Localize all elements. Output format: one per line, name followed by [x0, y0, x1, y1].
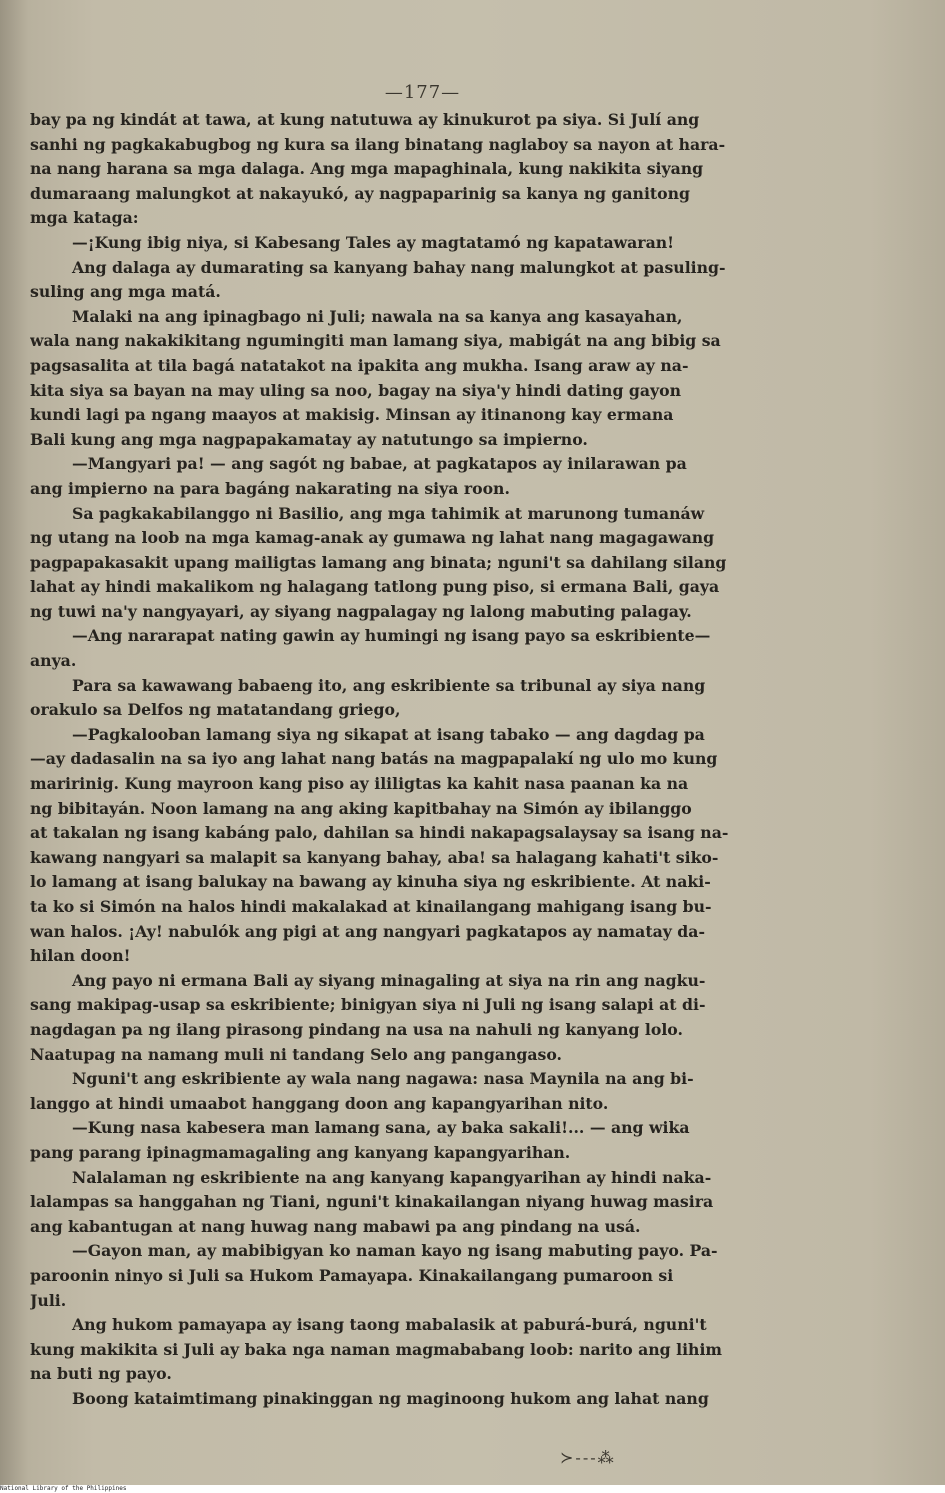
- text-line: kung makikita si Juli ay baka nga naman magmababang loob: narito ang lihim: [30, 1339, 722, 1359]
- text-line: sang makipag-usap sa eskribiente; binigyan siya ni Juli ng isang salapi at di-: [30, 995, 706, 1015]
- text-line: lahat ay hindi makalikom ng halagang tatlong pung piso, si ermana Bali, gaya: [30, 577, 720, 597]
- text-line: na nang harana sa mga dalaga. Ang mga mapaghinala, kung nakikita siyang: [30, 159, 704, 179]
- footer-ornament: ≻---⁂: [560, 1448, 616, 1467]
- text-line: mga kataga:: [30, 208, 139, 228]
- text-line: hilan doon!: [30, 946, 131, 966]
- text-line: Naatupag na namang muli ni tandang Selo ang pangangaso.: [30, 1044, 562, 1064]
- text-line: pagpapakasakit upang mailigtas lamang ang binata; nguni't sa dahilang silang: [30, 552, 727, 572]
- text-line: lo lamang at isang balukay na bawang ay kinuha siya ng eskribiente. At naki-: [30, 872, 711, 892]
- text-line: na buti ng payo.: [30, 1364, 172, 1384]
- text-line: Bali kung ang mga nagpapakamatay ay natutungo sa impierno.: [30, 429, 588, 449]
- text-line: Para sa kawawang babaeng ito, ang eskribiente sa tribunal ay siya nang: [72, 675, 706, 695]
- text-line: pang parang ipinagmamagaling ang kanyang kapangyarihan.: [30, 1142, 571, 1162]
- text-line: nagdagan pa ng ilang pirasong pindang na usa na nahuli ng kanyang lolo.: [30, 1019, 683, 1039]
- text-line: suling ang mga matá.: [30, 282, 221, 302]
- text-line: bay pa ng kindát at tawa, at kung natutuwa ay kinukurot pa siya. Si Julí ang: [30, 110, 700, 129]
- text-line: ng utang na loob na mga kamag-anak ay gumawa ng lahat nang magagawang: [30, 528, 715, 548]
- body-text: [30, 108, 785, 1411]
- text-line: kita siya sa bayan na may uling sa noo, bagay na siya'y hindi dating gayon: [30, 380, 682, 400]
- page-number: —177—: [384, 82, 461, 103]
- text-line: maririnig. Kung mayroon kang piso ay ililigtas ka kahit nasa paanan ka na: [30, 774, 689, 794]
- text-line: anya.: [30, 651, 77, 671]
- text-line: —Pagkalooban lamang siya ng sikapat at isang tabako — ang dagdag pa: [72, 724, 705, 744]
- text-line: ng tuwi na'y nangyayari, ay siyang nagpalagay ng lalong mabuting palagay.: [30, 601, 692, 621]
- text-line: ang kabantugan at nang huwag nang mabawi pa ang pindang na usá.: [30, 1216, 641, 1236]
- text-line: ang impierno na para bagáng nakarating na siya roon.: [30, 478, 510, 498]
- text-line: Nguni't ang eskribiente ay wala nang nagawa: nasa Maynila na ang bi-: [72, 1069, 694, 1089]
- text-line: ng bibitayán. Noon lamang na ang aking kapitbahay na Simón ay ibilanggo: [30, 798, 692, 818]
- text-line: kundi lagi pa ngang maayos at makisig. Minsan ay itinanong kay ermana: [30, 405, 674, 425]
- text-line: pagsasalita at tila bagá natatakot na ipakita ang mukha. Isang araw ay na-: [30, 355, 689, 375]
- text-line: dumaraang malungkot at nakayukó, ay nagpaparinig sa kanya ng ganitong: [30, 183, 690, 203]
- text-line: —Kung nasa kabesera man lamang sana, ay baka sakali!... — ang wika: [72, 1118, 690, 1138]
- text-line: Ang hukom pamayapa ay isang taong mabalasik at paburá-burá, nguni't: [72, 1315, 707, 1335]
- text-line: —ay dadasalin na sa iyo ang lahat nang batás na magpapalakí ng ulo mo kung: [30, 749, 718, 769]
- text-line: sanhi ng pagkakabugbog ng kura sa ilang binatang naglaboy sa nayon at hara-: [30, 134, 726, 154]
- text-line: Ang dalaga ay dumarating sa kanyang bahay nang malungkot at pasuling-: [72, 257, 726, 277]
- text-line: wala nang nakakikitang ngumingiti man lamang siya, mabigát na ang bibig sa: [30, 331, 721, 351]
- text-line: wan halos. ¡Ay! nabulók ang pigi at ang nangyari pagkatapos ay namatay da-: [30, 921, 705, 941]
- text-line: —Ang nararapat nating gawin ay humingi ng isang payo sa eskribiente—: [72, 626, 711, 646]
- text-line: at takalan ng isang kabáng palo, dahilan sa hindi nakapagsalaysay sa isang na-: [30, 823, 729, 843]
- text-line: orakulo sa Delfos ng matatandang griego,: [30, 700, 401, 720]
- text-line: Sa pagkakabilanggo ni Basilio, ang mga tahimik at marunong tumanáw: [72, 503, 705, 523]
- text-line: Ang payo ni ermana Bali ay siyang minagaling at siya na rin ang nagku-: [72, 970, 706, 990]
- text-line: —¡Kung ibig niya, si Kabesang Tales ay magtatamó ng kapatawaran!: [72, 232, 675, 252]
- text-line: Malaki na ang ipinagbago ni Juli; nawala na sa kanya ang kasayahan,: [72, 306, 683, 326]
- text-line: Boong kataimtimang pinakinggan ng maginoong hukom ang lahat nang: [72, 1388, 709, 1408]
- text-line: —Gayon man, ay mabibigyan ko naman kayo ng isang mabuting payo. Pa-: [72, 1241, 718, 1261]
- library-credit: National Library of the Philippines: [0, 1485, 945, 1493]
- text-line: lalampas sa hanggahan ng Tiani, nguni't kinakailangan niyang huwag masira: [30, 1192, 714, 1212]
- text-line: ta ko si Simón na halos hindi makalakad at kinailangang mahigang isang bu-: [30, 897, 712, 916]
- text-line: paroonin ninyo si Juli sa Hukom Pamayapa. Kinakailangang pumaroon si: [30, 1265, 674, 1285]
- text-line: —Mangyari pa! — ang sagót ng babae, at pagkatapos ay inilarawan pa: [72, 454, 687, 474]
- text-line: langgo at hindi umaabot hanggang doon ang kapangyarihan nito.: [30, 1093, 609, 1113]
- text-line: Juli.: [30, 1290, 67, 1310]
- text-line: Nalalaman ng eskribiente na ang kanyang kapangyarihan ay hindi naka-: [72, 1167, 712, 1187]
- text-line: kawang nangyari sa malapit sa kanyang bahay, aba! sa halagang kahati't siko-: [30, 847, 719, 867]
